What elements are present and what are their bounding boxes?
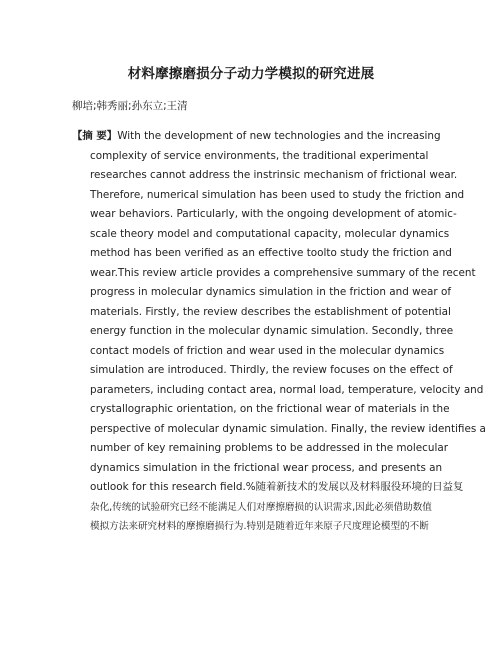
paper-title: 材料摩擦磨损分子动力学模拟的研究进展 [127, 66, 375, 82]
abstract [72, 127, 486, 537]
abstract-line: Therefore, numerical simulation has been used to study the friction and [90, 188, 465, 201]
abstract-line: progress in molecular dynamics simulation in the friction and wear of [90, 286, 451, 298]
abstract-line: materials. Firstly, the review describes the establishment of potential [90, 305, 451, 318]
abstract-line: contact models of friction and wear used in the molecular dynamics [90, 344, 445, 357]
abstract-label: 【摘 要】 [72, 130, 118, 142]
author-list: 柳培;韩秀丽;孙东立;王清 [72, 100, 188, 112]
abstract-line: wear behaviors. Particularly, with the ongoing development of atomic- [90, 208, 457, 220]
abstract-line: number of key remaining problems to be addressed in the molecular [90, 442, 448, 454]
abstract-line: 模拟方法来研究材料的摩擦磨损行为.特别是随着近年来原子尺度理论模型的不断 [90, 521, 429, 532]
abstract-line: method has been verified as an effective toolto study the friction and [90, 247, 452, 259]
abstract-line: complexity of service environments, the traditional experimental [90, 149, 429, 162]
abstract-line: perspective of molecular dynamic simulation. Finally, the review identifies a [90, 422, 486, 435]
abstract-text: With the development of new technologies and the increasing [117, 130, 441, 142]
abstract-line: crystallographic orientation, on the frictional wear of materials in the [90, 403, 450, 415]
abstract-line: dynamics simulation in the frictional wear process, and presents an [90, 461, 443, 474]
abstract-line: 杂化,传统的试验研究已经不能满足人们对摩擦磨损的认识需求,因此必须借助数值 [90, 501, 432, 513]
abstract-line: simulation are introduced. Thirdly, the review focuses on the effect of [90, 364, 453, 376]
abstract-line: outlook for this research field.%随着新技术的发展以及材料服役环境的日益复 [90, 481, 464, 493]
abstract-line: scale theory model and computational capacity, molecular dynamics [90, 227, 450, 240]
abstract-line: parameters, including contact area, normal load, temperature, velocity and [90, 383, 484, 396]
abstract-line: wear.This review article provides a comprehensive summary of the recent [90, 266, 476, 279]
abstract-line: energy function in the molecular dynamic simulation. Secondly, three [90, 325, 454, 337]
abstract-line: researches cannot address the instrinsic mechanism of frictional wear. [90, 169, 458, 181]
abstract-line [72, 127, 444, 147]
